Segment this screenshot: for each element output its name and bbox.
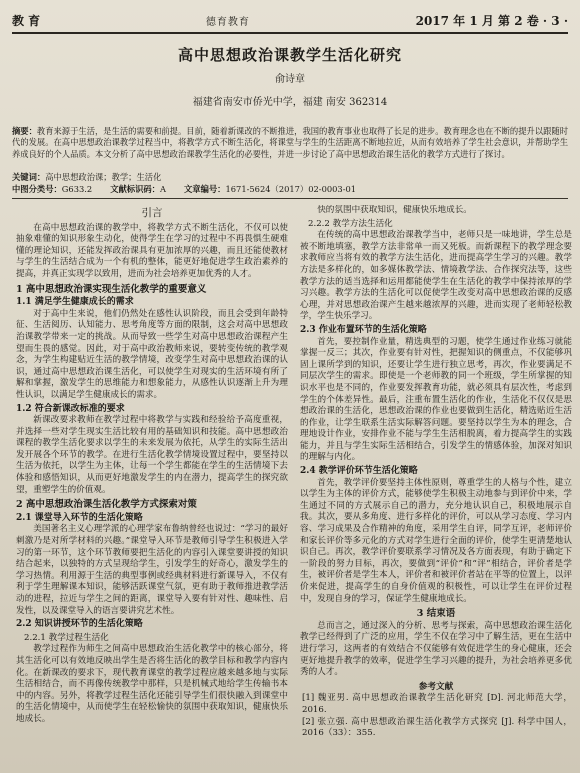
heading-section-1: 1 高中思想政治课实现生活化教学的重要意义 <box>16 283 207 295</box>
heading-intro: 引言 <box>141 207 163 219</box>
doc-code-field <box>110 183 166 195</box>
heading-section-1-1: 1.1 满足学生健康成长的需求 <box>16 297 134 308</box>
doc-code-value: A <box>159 184 166 194</box>
header-section: 教 育 <box>12 13 41 28</box>
keywords-label: 关键词： <box>12 172 46 182</box>
article-title: 高中思想政治课教学生活化研究 <box>177 46 402 64</box>
article-number-label: 文章编号： <box>183 184 226 194</box>
paragraph-continued: 快的氛围中获取知识，健康快乐地成长。 <box>317 205 472 215</box>
article-number-field <box>184 183 356 195</box>
clc-label: 中图分类号： <box>12 184 62 194</box>
author-affiliation: 福建省南安市侨光中学，福建 南安 362314 <box>192 97 388 108</box>
paragraph-section-2-2-1: 教学过程作为师生之间高中思想政治生活化教学中的核心部分，将其生活化可以有效地反映出学生是否将生活化的教学目标和教学内容内化。在新课改的要求下，现代教育课堂的教学过程应越来越多地与实际生活相结合，而不再像传统教学中那样，只是机械式地给学生传输书本中的内容。另外，将教学过程生活化还能引导学生们很快融入到课堂中的生活化情境中，从而使学生在轻松愉快的氛围中获取知识，健康快乐地成长。 <box>16 644 288 724</box>
heading-section-2-3: 2.3 作业布置环节的生活化策略 <box>300 324 427 335</box>
paragraph-section-2-1: 美国著名主义心理学派的心理学家布鲁纳曾经也说过：“学习的最好刺激乃是对所学材料的兴趣。”课堂导入环节是教师引导学生积极进入学习的第一环节，这个环节教师要把生活化的内容引入课堂要讲授的知识结合起来，以独特的方式呈现给学生，引发学生的好奇心，激发学生的学习热情。利用源于生活的典型事例或经典材料进行新课导入，不仅有利于学生理解课本知识，能够活跃课堂气氛，更有助于教师推进教学活动的进程，拉近与学生之间的距离，课堂导入要有针对性、趣味性、启发性，以及课堂导入的语言要讲究艺术性。 <box>16 524 288 616</box>
heading-section-2-2-2: 2.2.2 教学方法生活化 <box>308 218 393 229</box>
reference-item: [1] 魏亚男. 高中思想政治课教学生活化研究 [D]. 河北师范大学，2016. <box>302 693 572 715</box>
heading-section-1-2: 1.2 符合新课改标准的要求 <box>16 403 125 414</box>
paragraph-section-2-2-2: 在传统的高中思想政治课教学当中，老师只是一味地讲，学生总是被不断地填塞，教学方法非常单一而又死板。而新课程下的教学理念要求教师应当将有效的教学方法生活化，进而提高学生学习的兴趣。教学方法是多样化的，如多媒体教学法、情境教学法、合作探究法等，这些教学方法的适当选择和运用都能使学生在生活化的教学中保持浓厚的学习兴趣。教学方法的生活化可以促使学生改变对高中思想政治课的反感心理，并对思想政治课产生越来越浓厚的兴趣，进而实现了老师轻松教学，学生快乐学习。 <box>300 230 572 322</box>
clc-value: G633.2 <box>61 184 93 194</box>
heading-section-2-2-1: 2.2.1 教学过程生活化 <box>24 632 109 643</box>
abstract-label: 摘要： <box>12 126 37 136</box>
article-author: 俞诗章 <box>275 74 305 85</box>
reference-item: [2] 张立强. 高中思想政治课生活化教学方式探究 [J]. 科学中国人，2016（33）：355. <box>302 716 572 739</box>
paragraph-section-1-1: 对于高中生来说，他们仍然处在感性认识阶段，而且会受到年龄特征、生活阅历、认知能力、思考角度等方面的限制，这会对高中思想政治课教学带来一定的挑战。从而导致一些学生对高中思想政治课程产生望而生畏的感觉。因此，对于高中政治教师来说，要转变传统的教学观念，为学生构建贴近生活的教学情境，改变学生对高中思想政治课的认识，通过高中思想政治课生活化，可以使学生对现实的生活环境有所了解和掌握，激发学生的思维能力和想象能力，从感性认识逐渐上升为理性认识，以满足学生健康成长的需求。 <box>16 308 288 400</box>
header-column: 德育教育 <box>205 16 250 28</box>
abstract <box>12 126 568 160</box>
keywords-text: 高中思想政治课；教学；生活化 <box>45 172 162 182</box>
paragraph-intro: 在高中思想政治课的教学中，将教学方式不断生活化，不仅可以使抽象难懂的知识形象生动化，使得学生在学习的过程中不再畏惧生硬难懂的理论知识，还能发挥政治课具有更加浓厚的兴趣，而且还能使教材与学生的生活结合成为一个有机的整体，能更好地促进学生政治素养的提高，并真正实现学以致用，进而为社会培养更加优秀的人才。 <box>16 222 288 279</box>
paragraph-section-2-3: 首先，要控制作业量，精选典型的习题，使学生通过作业练习就能掌握一反三；其次，作业要有针对性，把握知识的侧重点，不仅能够巩固上课所学到的知识，还要让学生进行独立思考，再次，作业要满足不同层次学生的需求。即使是一个老师教的同一个班级，学生所掌握的知识水平也是不同的，作业要发挥教育功能，就必须具有层次性，考虑到学生的个体差异性。最后，注重布置生活化的作业，生活化不仅仅是思想政治课的生活化，思想政治课的作业也要做到生活化，精选贴近生活的作业，让学生联系生活实际解答问题。要坚持以学生为本的理念，合理地设计作业，安排作业不能与学生生活相脱离，着力提高学生的实践能力，并且与学生实际生活相结合，引发学生的情感体验，加深对知识的理解与内化。 <box>300 336 572 463</box>
paragraph-section-2-4: 首先，教学评价要坚持主体性原则，尊重学生的人格与个性，建立以学生为主体的评价方式，能够使学生积极主动地参与到评价中来，学生通过不同的方式展示自己的潜力，充分地认识自己，积极地展示自我。其次，要从多角度、进行多样化的评价，可以从学习态度、学习内容、学习成果及合作精神的角度，采用学生自评，同学互评，老师评价和家长评价等多元化的方式对学生进行全面的评价，使学生更清楚地认识自己。再次，教学评价要联系学习情况及各方面表现，有助于确定下一阶段的努力目标，再次，要做到“评价”和“评”相结合，评价者是学生，被评价者是学生本人，评价者和被评价者站在平等的位置上，以评价来促进，提高学生的自身价值观的积极性，可以让学生在评价过程中，发现自身的学习，保证学生健康地成长。 <box>300 477 572 604</box>
references-heading: 参考文献 <box>418 681 454 692</box>
heading-section-2-4: 2.4 教学评价环节生活化策略 <box>300 466 418 477</box>
running-header <box>12 8 568 34</box>
paragraph-section-3: 总而言之，通过深入的分析、思考与探索，高中思想政治课生活化教学已经得到了广泛的应用，学生不仅在学习中了解生活，更在生活中进行学习，这两者的有效结合不仅能够有效促进学生的身心健康，还会更好地提升教学的效率，促进学生学习兴趣的提升，为社会培养更多优秀的人才。 <box>300 620 572 678</box>
header-issue: 2017 年 1 月 第 2 卷 · 3 · <box>415 13 568 28</box>
doc-code-label: 文献标识码： <box>110 184 160 194</box>
keywords <box>12 171 568 183</box>
paragraph-section-1-2: 新课改要求教师在教学过程中将教学与实践和经验给予高度重视，并选择一些对学生现实生活比较有用的基础知识和技能。高中思想政治课程的教学生活化要求以学生的未来发展为依托，从学生的实际生活出发开展各个环节的教学。在进行生活化教学情境设置过程中，要坚持以生活为依托，以学生为主体，让每一个学生都能在学生的生活情境下去体验和感悟知识，从而更好地激发学生的内在潜力，提高学生的探究欲望，重塑学生的价值观。 <box>16 415 288 495</box>
heading-section-2: 2 高中思想政治课生活化教学方式探索对策 <box>16 499 197 511</box>
right-column <box>300 205 572 767</box>
abstract-text: 教育来源于生活，是生活的需要和前提。目前，随着新课改的不断推进，我国的教育事业也取得了长足的进步。教育理念也在不断的提升以跟随时代的发展。在高中思想政治课教学过程当中，将教学方式不断生活化，将课堂与学生的生活距离不断地拉近，从而有效培养了学生社会意识，并帮助学生养成良好的个人品质。本文分析了高中思想政治课教学生活化的必要性，并进一步讨论了高中思想政治课生活化的教学方式进行了探讨。 <box>12 126 568 159</box>
heading-section-2-2: 2.2 知识讲授环节的生活化策略 <box>16 619 143 630</box>
heading-section-2-1: 2.1 课堂导入环节的生活化策略 <box>16 512 143 523</box>
classification-line <box>12 183 568 199</box>
clc-field <box>12 183 92 195</box>
left-column <box>16 205 288 767</box>
article-number-value: 1671-5624（2017）02-0003-01 <box>225 184 357 194</box>
heading-section-3: 3 结束语 <box>416 608 456 620</box>
